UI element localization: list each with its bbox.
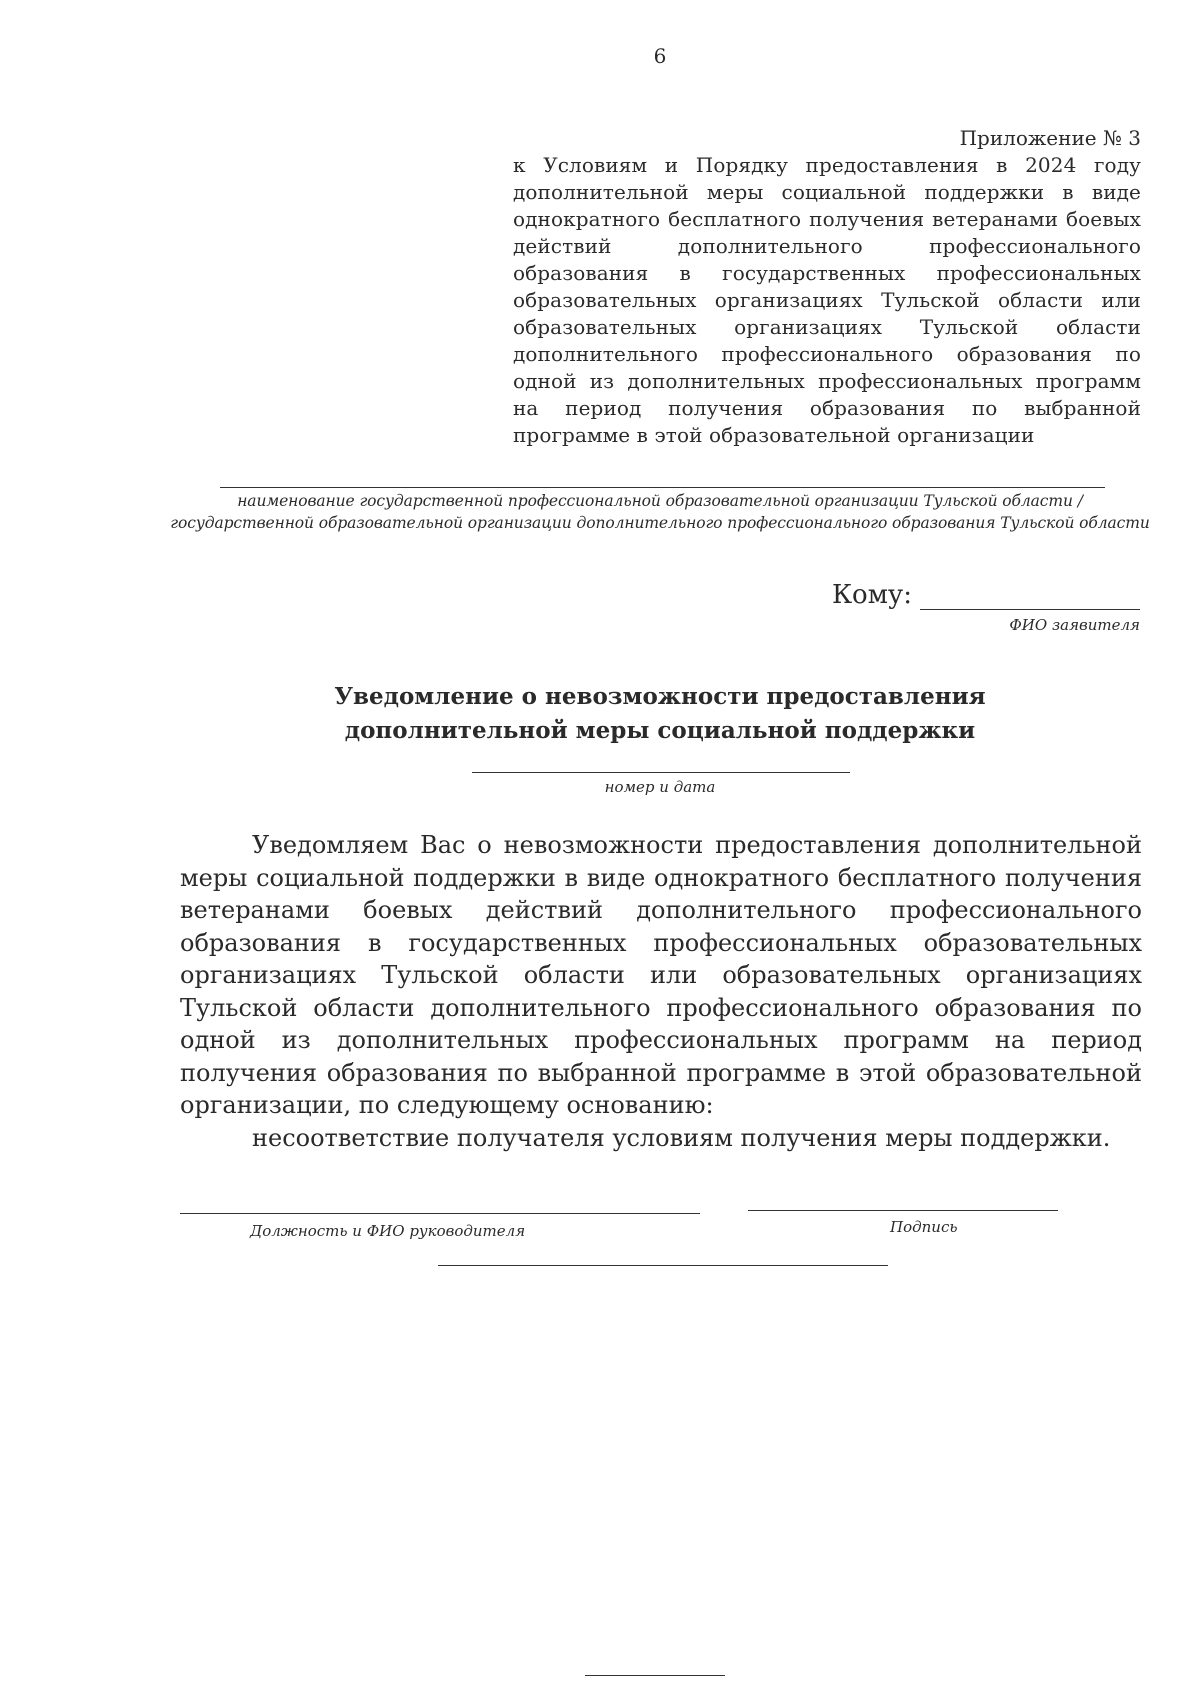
- org-caption: [150, 490, 1170, 534]
- body-paragraph-1: Уведомляем Вас о невозможности предоставления дополнительной меры социальной поддержки в виде однократного бесплатного получения ветеранами боевых действий дополнительного профессионального образования в государственных профессиональных образовательных организациях Тульской области или образовательных организациях Тульской области дополнительного профессионального образования по одной из дополнительных профессиональных программ на период получения образования по выбранной программе в этой образовательной организации, по следующему основанию:: [180, 831, 1142, 1119]
- document-title: [0, 680, 1200, 748]
- body-paragraph-2: несоответствие получателя условиям получения меры поддержки.: [252, 1123, 1111, 1152]
- org-caption-line-1: наименование государственной профессиональной образовательной организации Тульской области /: [237, 492, 1083, 510]
- page-number: 6: [653, 44, 667, 68]
- recipient-blank: [920, 587, 1140, 610]
- recipient-caption: ФИО заявителя: [1009, 616, 1140, 634]
- appendix-text: к Условиям и Порядку предоставления в 2024 году дополнительной меры социальной поддержки в виде однократного бесплатного получения ветеранами боевых действий дополнительного профессионального образования в государственных профессиональных образовательных организациях Тульской области или образовательных организациях Тульской области дополнительного профессионального образования по одной из дополнительных профессиональных программ на период получения образования по выбранной программе в этой образовательной организации: [513, 153, 1141, 447]
- signature-caption: Подпись: [890, 1218, 958, 1236]
- footer-mark: [585, 1675, 725, 1676]
- number-date-caption: номер и дата: [604, 778, 716, 796]
- org-caption-line-2: государственной образовательной организации дополнительного профессионального образования Тульской области: [170, 514, 1150, 532]
- recipient-line: [832, 580, 1140, 610]
- signature-line: [748, 1210, 1058, 1211]
- bottom-line: [438, 1265, 888, 1266]
- position-name-line: [180, 1213, 700, 1214]
- document-title-line-2: дополнительной меры социальной поддержки: [344, 717, 976, 744]
- appendix-heading: Приложение № 3: [959, 126, 1141, 150]
- number-date-line: [472, 772, 850, 773]
- position-name-caption: Должность и ФИО руководителя: [250, 1222, 526, 1240]
- org-name-line: [220, 487, 1105, 488]
- recipient-label: Кому:: [831, 580, 912, 610]
- body-text: [180, 829, 1142, 1154]
- appendix-block: [513, 124, 1141, 449]
- document-title-line-1: Уведомление о невозможности предоставления: [334, 683, 986, 710]
